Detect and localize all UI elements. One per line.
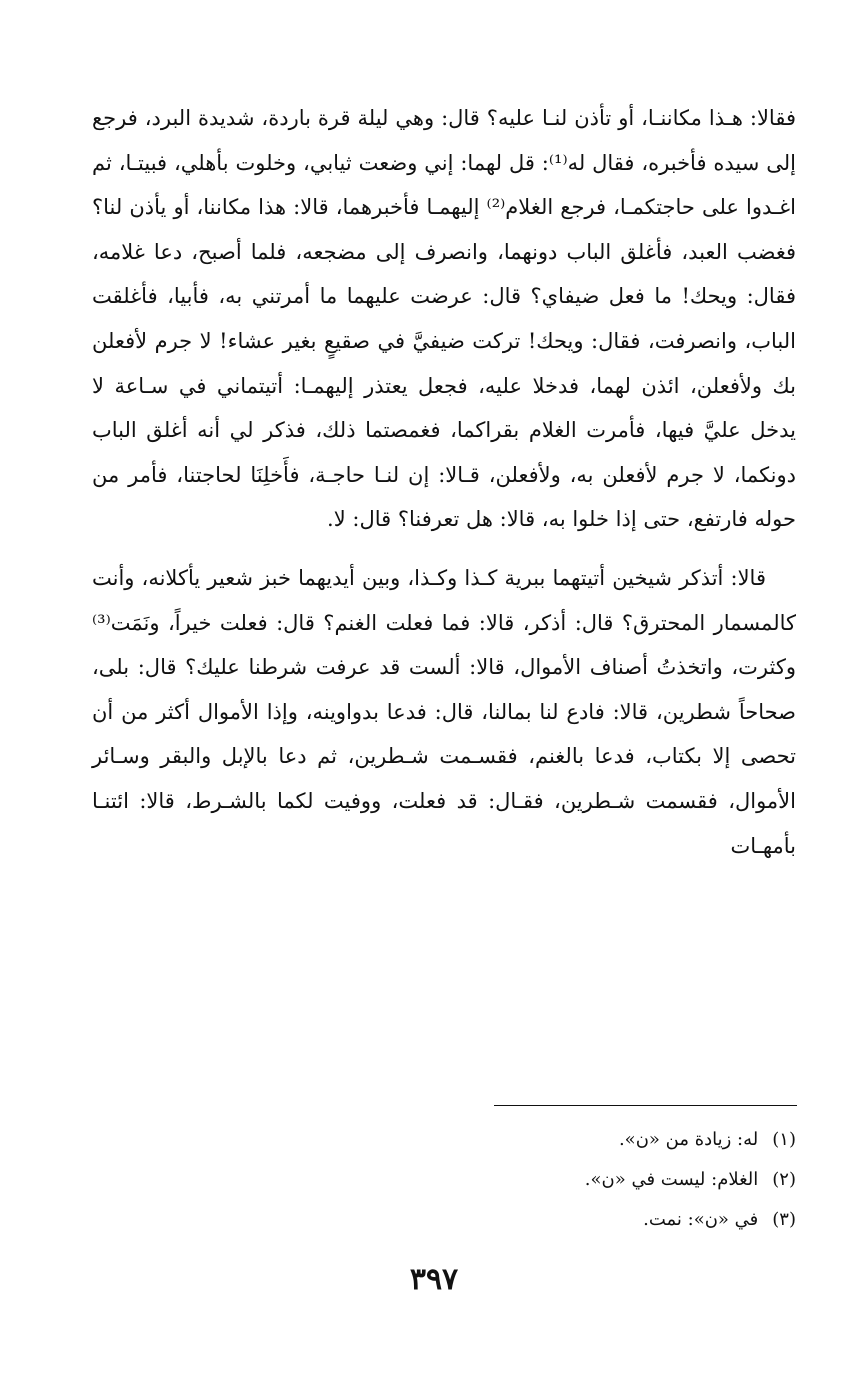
footnote-1	[296, 1120, 796, 1160]
footnote-2-number: (٢)	[772, 1169, 796, 1190]
footnotes-section	[296, 1120, 796, 1240]
page-number: ٣٩٧	[409, 1262, 459, 1297]
footnote-divider	[494, 1105, 797, 1106]
footnote-3	[296, 1200, 796, 1240]
footnote-2-text: الغلام: ليست في «ن».	[584, 1169, 759, 1190]
main-text-block	[92, 96, 796, 868]
footnote-1-text: له: زيادة من «ن».	[618, 1129, 759, 1150]
footnote-3-text: في «ن»: نمت.	[643, 1209, 759, 1230]
footnote-2	[296, 1160, 796, 1200]
footnote-3-number: (٣)	[772, 1209, 796, 1230]
footnote-1-number: (١)	[772, 1129, 796, 1150]
paragraph-1: فقالا: هـذا مكاننـا، أو تأذن لنـا عليه؟ قال: وهي ليلة قرة باردة، شديدة البرد، فرجع إلى سيده فأخبره، فقال له⁽¹⁾: قل لهما: إني وضعت ثيابي، وخلوت بأهلي، فبيتـا، ثم اغـدوا على حاجتكمـا، فرجع الغلام⁽²⁾ إليهمـا فأخبرهما، قالا: هذا مكاننا، أو يأذن لنا؟ فغضب العبد، فأغلق الباب دونهما، وانصرف إلى مضجعه، فلما أصبح، دعا غلامه، فقال: ويحك! ما فعل ضيفاي؟ قال: عرضت عليهما ما أمرتني به، فأبيا، فأغلقت الباب، وانصرفت، فقال: ويحك! تركت ضيفيَّ في صقيعٍ بغير عشاء! لا جرم لأفعلن بك ولأفعلن، ائذن لهما، فدخلا عليه، فجعل يعتذر إليهمـا: أتيتماني في سـاعة لا يدخل عليَّ فيها، فأمرت الغلام بقراكما، فغمصتما ذلك، فذكر لي أنه أغلق الباب دونكما، لا جرم لأفعلن به، ولأفعلن، قـالا: إن لنـا حاجـة، فأَخلِنَا لحاجتنا، فأمر من حوله فارتفع، حتى إذا خلوا به، قالا: هل تعرفنا؟ قال: لا.	[92, 106, 796, 532]
paragraph-2: قالا: أتذكر شيخين أتيتهما ببرية كـذا وكـذا، وبين أيديهما خبز شعير يأكلانه، وأنت كالمسمار المحترق؟ قال: أذكر، قالا: فما فعلت الغنم؟ قال: فعلت خيراً، ونَمَت⁽³⁾ وكثرت، واتخذتُ أصناف الأموال، قالا: ألست قد عرفت شرطنا عليك؟ قال: بلى، صحاحاً شطرين، قالا: فادع لنا بمالنا، قال: فدعا بدواوينه، وإذا الأموال أكثر من أن تحصى إلا بكتاب، فدعا بالغنم، فقسـمت شـطرين، ثم دعا بالإبل والبقر وسـائر الأموال، فقسمت شـطرين، فقـال: قد فعلت، ووفيت لكما بالشـرط، قالا: ائتنـا بأمهـات	[92, 565, 796, 858]
